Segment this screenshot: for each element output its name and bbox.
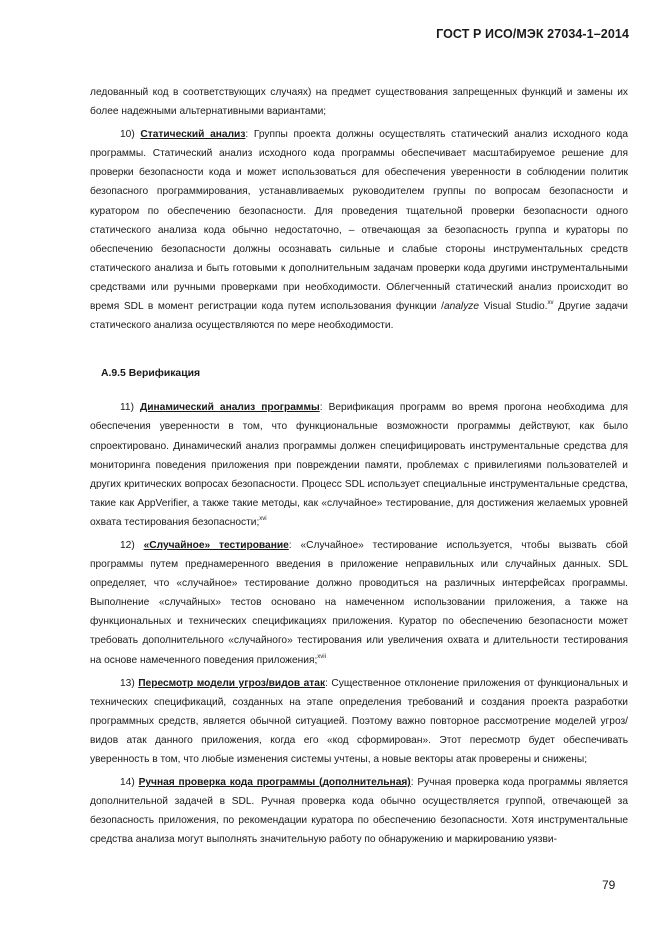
footnote-ref: xv [547,300,554,307]
item-number: 13) [120,677,135,689]
item-text: : Группы проекта должны осуществлять статический анализ исходного кода программы. Статический анализ исходного кода программы обеспечивает масштабируемое решение для проверки безопасности кода и может использоваться для обеспечения уверенности в соблюдении политик безопасного программирования, устанавливаемых руководителем группы по вопросам безопасности и куратором по обеспечению безопасности. Для проведения тщательной проверки безопасности одного статического анализа кода обычно недостаточно, – отвечающая за безопасность группа и кураторы по обеспечению безопасности должны осознавать сильные и слабые стороны инструментальных средств статического анализа и быть готовыми к дополнительным задачам проверки кода другими инструментальными средствами или ручными проверками при необходимости. Облегченный статический анализ происходит во время SDL в момент регистрации кода путем использования функции / [90,129,628,313]
item-term: Ручная проверка кода программы (дополнительная) [138,777,411,789]
item-number: 10) [120,129,135,141]
page-number: 79 [602,878,616,892]
item-text: : Верификация программ во время прогона необходима для обеспечения уверенности в том, что функциональные возможности программы действуют, как было спроектировано. Динамический анализ программы должен специфицировать инструментальные средства для мониторинга поведения приложения при повреждении памяти, проблемах с привилегиями пользователей и других критических вопросах безопасности. Процесс SDL использует специальные инструментальные средства, такие как AppVerifier, а также такие методы, как «случайное» тестирование, для достижения желаемых уровней охвата тестирования безопасности; [90,402,628,528]
item-term: Статический анализ [140,129,246,141]
item-term: Динамический анализ программы [140,402,320,414]
item-term: Пересмотр модели угроз/видов атак [138,677,326,689]
item-11-paragraph [90,398,628,532]
item-14-paragraph [90,773,628,849]
footnote-ref: xvi [259,515,267,522]
document-body [90,83,628,849]
document-header: ГОСТ Р ИСО/МЭК 27034-1–2014 [436,27,629,41]
item-text: Другие задачи статического анализа осуществляются по мере необходимости. [90,301,628,332]
item-text: Visual Studio. [479,301,548,313]
paragraph-continuation: ледованный код в соответствующих случаях) на предмет существования запрещенных функций и замены их более надежными альтернативными вариантами; [90,87,628,118]
item-12-paragraph [90,536,628,670]
item-number: 12) [120,539,135,551]
item-number: 14) [120,777,135,789]
italic-text: analyze [443,301,480,313]
item-text: : Существенное отклонение приложения от функциональных и технических спецификаций, созданных на этапе определения требований и создания проекта разработки программных средств, является обычной ситуацией. Поэтому важно повторное рассмотрение моделей угроз/видов атак данного приложения, когда его «код сформирован». Этот пересмотр будет обеспечивать уверенность в том, что любые изменения системы учтены, а новые векторы атак проверены и снижены; [90,677,628,765]
item-10-paragraph [90,125,628,335]
item-term: «Случайное» тестирование [143,539,289,551]
section-heading: А.9.5 Верификация [101,368,201,380]
item-number: 11) [120,402,134,414]
item-13-paragraph [90,674,628,769]
item-text: : Ручная проверка кода программы является дополнительной задачей в SDL. Ручная проверка кода обычно осуществляется группой, отвечающей за безопасность приложения, по рекомендации куратора по обеспечению безопасности. Хотя инструментальные средства анализа могут выполнять значительную работу по обнаружению и маркированию уязви- [90,777,628,846]
footnote-ref: xvii [317,653,326,660]
item-text: : «Случайное» тестирование используется, чтобы вызвать сбой программы путем преднамеренного введения в приложение неправильных или случайных данных. SDL определяет, что «случайное» тестирование должно проводиться на различных интерфейсах программы. Выполнение «случайных» тестов основано на намеченном использовании приложения, а также на функциональных и технических спецификациях приложения. Куратор по обеспечению безопасности может требовать дополнительного «случайного» тестирования или увеличения охвата и длительности тестирования на основе намеченного поведения приложения; [90,539,628,666]
